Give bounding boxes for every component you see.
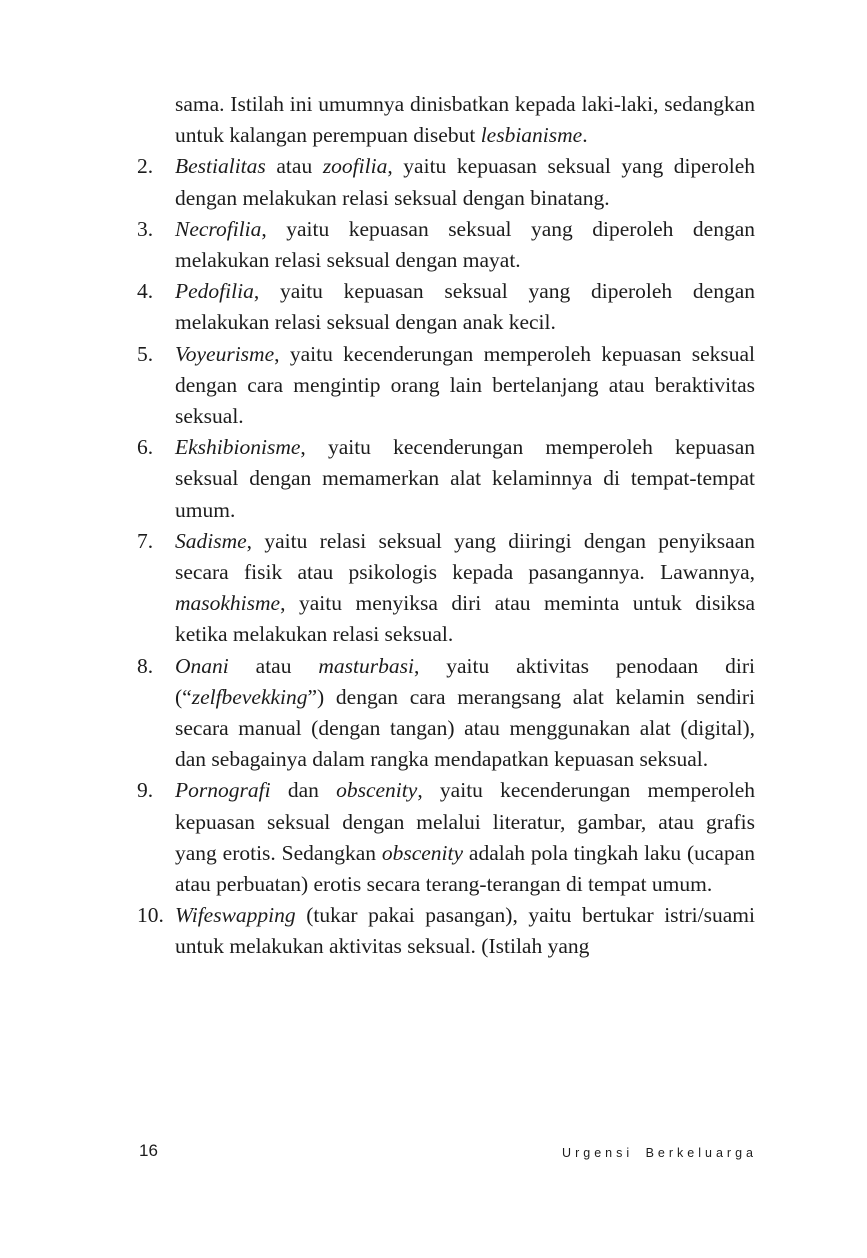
list-item-number: 9. [137,778,154,803]
list-item [137,214,755,276]
list-item [137,526,755,651]
list-item-text: Pornografi dan obscenity, yaitu kecenderungan memperoleh kepuasan seksual dengan melalui literatur, gambar, atau grafis yang erotis. Sedangkan obscenity adalah pola tingkah laku (ucapan atau perbuatan) erotis secara terang-terangan di tempat umum. [175,778,755,897]
list-item-number: 2. [137,154,154,179]
deviation-list [137,151,755,962]
running-title: Urgensi Berkeluarga [562,1146,757,1160]
list-item-number: 10. [137,903,164,928]
list-item-text: Bestialitas atau zoofilia, yaitu kepuasan seksual yang diperoleh dengan melakukan relasi seksual dengan binatang. [175,154,756,210]
list-item-number: 6. [137,435,154,460]
list-item-text: Onani atau masturbasi, yaitu aktivitas penodaan diri (“zelfbevekking”) dengan cara merangsang alat kelamin sendiri secara manual (dengan tangan) atau menggunakan alat (digital), dan sebagainya dalam rangka mendapatkan kepuasan seksual. [175,653,756,772]
list-item-number: 5. [137,341,154,366]
list-item [137,775,755,900]
list-item-text: Sadisme, yaitu relasi seksual yang diiringi dengan penyiksaan secara fisik atau psikologis kepada pasangannya. Lawannya, masokhisme, yaitu menyiksa diri atau meminta untuk disiksa ketika melakukan relasi seksual. [175,528,755,647]
list-item-text: Wifeswapping (tukar pakai pasangan), yaitu bertukar istri/suami untuk melakukan aktivitas seksual. (Istilah yang [175,903,755,959]
list-item-text: Voyeurisme, yaitu kecenderungan memperoleh kepuasan seksual dengan cara mengintip orang lain bertelanjang atau beraktivitas seksual. [175,341,755,429]
list-item-text: Pedofilia, yaitu kepuasan seksual yang diperoleh dengan melakukan relasi seksual dengan anak kecil. [175,279,755,335]
page-number: 16 [139,1141,158,1160]
list-item [137,276,755,338]
list-item-text: Ekshibionisme, yaitu kecenderungan memperoleh kepuasan seksual dengan memamerkan alat kelaminnya di tempat-tempat umum. [175,435,755,522]
list-item [137,339,755,433]
list-item [137,651,755,776]
list-item [137,432,755,526]
text-block [137,89,755,963]
list-item-number: 7. [137,528,154,553]
list-item-number: 8. [137,653,154,678]
list-item-text: Necrofilia, yaitu kepuasan seksual yang diperoleh dengan melakukan relasi seksual dengan mayat. [175,216,755,273]
intro-paragraph: sama. Istilah ini umumnya dinisbatkan kepada laki-laki, sedangkan untuk kalangan perempuan disebut lesbianisme. [175,92,755,148]
list-item [137,900,755,962]
list-item-number: 3. [137,216,154,241]
list-item-number: 4. [137,279,154,304]
list-item [137,151,755,213]
